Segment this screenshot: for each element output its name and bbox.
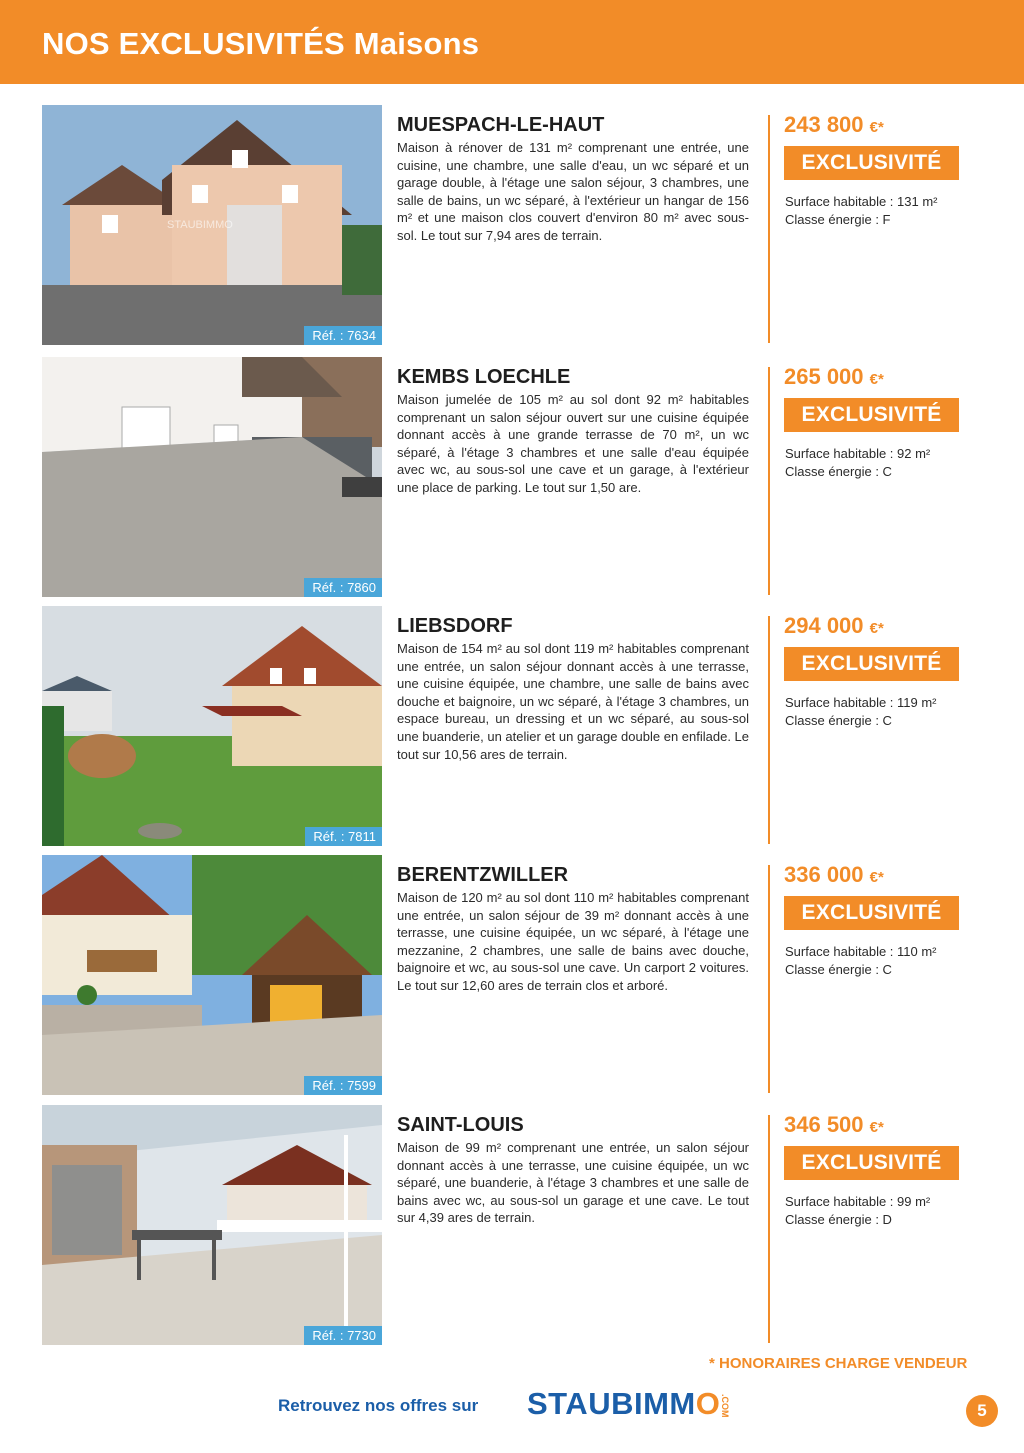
ref-badge: Réf. : 7811 — [305, 827, 382, 846]
footer-cta-text: Retrouvez nos offres sur — [278, 1396, 479, 1415]
listing-price: 265 000 €* — [784, 364, 884, 389]
fees-footnote: * HONORAIRES CHARGE VENDEUR — [709, 1355, 968, 1372]
listing-city: BERENTZWILLER — [397, 864, 569, 886]
logo-com-suffix: .COM — [720, 1394, 730, 1418]
surface-habitable: Surface habitable : 131 m² — [785, 194, 938, 209]
listing-price: 336 000 €* — [784, 862, 884, 887]
ref-badge: Réf. : 7860 — [304, 578, 382, 597]
surface-habitable: Surface habitable : 92 m² — [785, 446, 931, 461]
listing-city: LIEBSDORF — [397, 615, 513, 637]
staubimmo-logo[interactable]: STAUBIMMO — [527, 1386, 721, 1421]
listing-description: Maison jumelée de 105 m² au sol dont 92 m² habitables comprenant un salon séjour ouvert sur une cuisine équipée donnant accès à une grande terrasse de 70 m², un wc séparé, à l'étage 3 chambres et une salle d'eau équipée avec wc, au sous-sol une cave et un garage, à l'extérieur une place de parking. Le tout sur 1,50 are. — [397, 392, 749, 495]
divider — [768, 616, 770, 844]
exclusivite-badge: EXCLUSIVITÉ — [784, 896, 959, 930]
divider — [768, 865, 770, 1093]
listing-kembs — [0, 357, 1024, 597]
listing-liebsdorf — [0, 606, 1024, 846]
listing-berentzwiller — [0, 855, 1024, 1095]
listing-saint-louis — [0, 1105, 1024, 1345]
classe-energie: Classe énergie : D — [785, 1212, 892, 1227]
listing-photo[interactable] — [42, 1105, 382, 1345]
listing-photo[interactable] — [42, 855, 382, 1095]
exclusivite-badge: EXCLUSIVITÉ — [784, 647, 959, 681]
divider — [768, 1115, 770, 1343]
listing-photo[interactable] — [42, 105, 382, 345]
ref-badge: Réf. : 7730 — [304, 1326, 382, 1345]
classe-energie: Classe énergie : C — [785, 962, 892, 977]
exclusivite-badge: EXCLUSIVITÉ — [784, 146, 959, 180]
listing-photo[interactable] — [42, 357, 382, 597]
listing-description: Maison de 120 m² au sol dont 110 m² habitables comprenant une entrée, un salon séjour de 39 m² donnant accès à une terrasse, une cuisine équipée, un wc séparé, à l'étage une mezzanine, 2 chambres, une salle de bains avec douche, baignoire et wc, au sous-sol une cave. Un carport 2 voitures. Le tout sur 12,60 ares de terrain clos et arboré. — [397, 890, 749, 993]
listing-city: SAINT-LOUIS — [397, 1114, 524, 1136]
surface-habitable: Surface habitable : 119 m² — [785, 695, 937, 710]
listing-description: Maison de 99 m² comprenant une entrée, un salon séjour donnant accès à une terrasse, une cuisine équipée, un wc séparé, une buanderie, à l'étage 3 chambres et une salle de bains avec wc, au sous-sol un garage et une cave. Le tout sur 4,39 ares de terrain. — [397, 1140, 749, 1226]
page-header — [0, 0, 1024, 84]
divider — [768, 367, 770, 595]
listing-city: MUESPACH-LE-HAUT — [397, 114, 605, 136]
listing-photo[interactable] — [42, 606, 382, 846]
listing-description: Maison de 154 m² au sol dont 119 m² habitables comprenant une entrée, un salon séjour donnant accès à une terrasse, une cuisine équipée, une chambre, une salle de bains avec douche et baignoire, un wc séparé, à l'étage 3 chambres, un espace bureau, un dressing et un wc séparé, au sous-sol une buanderie, un atelier et un garage double en enfilade. Le tout sur 10,56 ares de terrain. — [397, 641, 750, 762]
listing-price: 294 000 €* — [784, 613, 884, 638]
classe-energie: Classe énergie : C — [785, 464, 892, 479]
photo-watermark: STAUBIMMO — [167, 219, 233, 231]
surface-habitable: Surface habitable : 110 m² — [785, 944, 937, 959]
divider — [768, 115, 770, 343]
exclusivite-badge: EXCLUSIVITÉ — [784, 398, 959, 432]
surface-habitable: Surface habitable : 99 m² — [785, 1194, 931, 1209]
listing-price: 346 500 €* — [784, 1112, 884, 1137]
listing-muespach — [0, 105, 1024, 345]
listing-description: Maison à rénover de 131 m² comprenant une entrée, une cuisine, une chambre, une salle d'eau, un wc séparé et un garage double, à l'étage une salon séjour, 3 chambres, une salle de bains, un wc séparé, à l'extérieur un hangar de 156 m² et une maison clos couvert d'environ 80 m² avec sous-sol. Le tout sur 7,94 ares de terrain. — [397, 140, 749, 243]
page-number: 5 — [966, 1395, 998, 1427]
exclusivite-badge: EXCLUSIVITÉ — [784, 1146, 959, 1180]
classe-energie: Classe énergie : F — [785, 212, 891, 227]
ref-badge: Réf. : 7634 — [304, 326, 382, 345]
page-title: NOS EXCLUSIVITÉS Maisons — [42, 26, 480, 61]
listing-city: KEMBS LOECHLE — [397, 366, 571, 388]
ref-badge: Réf. : 7599 — [304, 1076, 382, 1095]
listing-price: 243 800 €* — [784, 112, 884, 137]
classe-energie: Classe énergie : C — [785, 713, 892, 728]
